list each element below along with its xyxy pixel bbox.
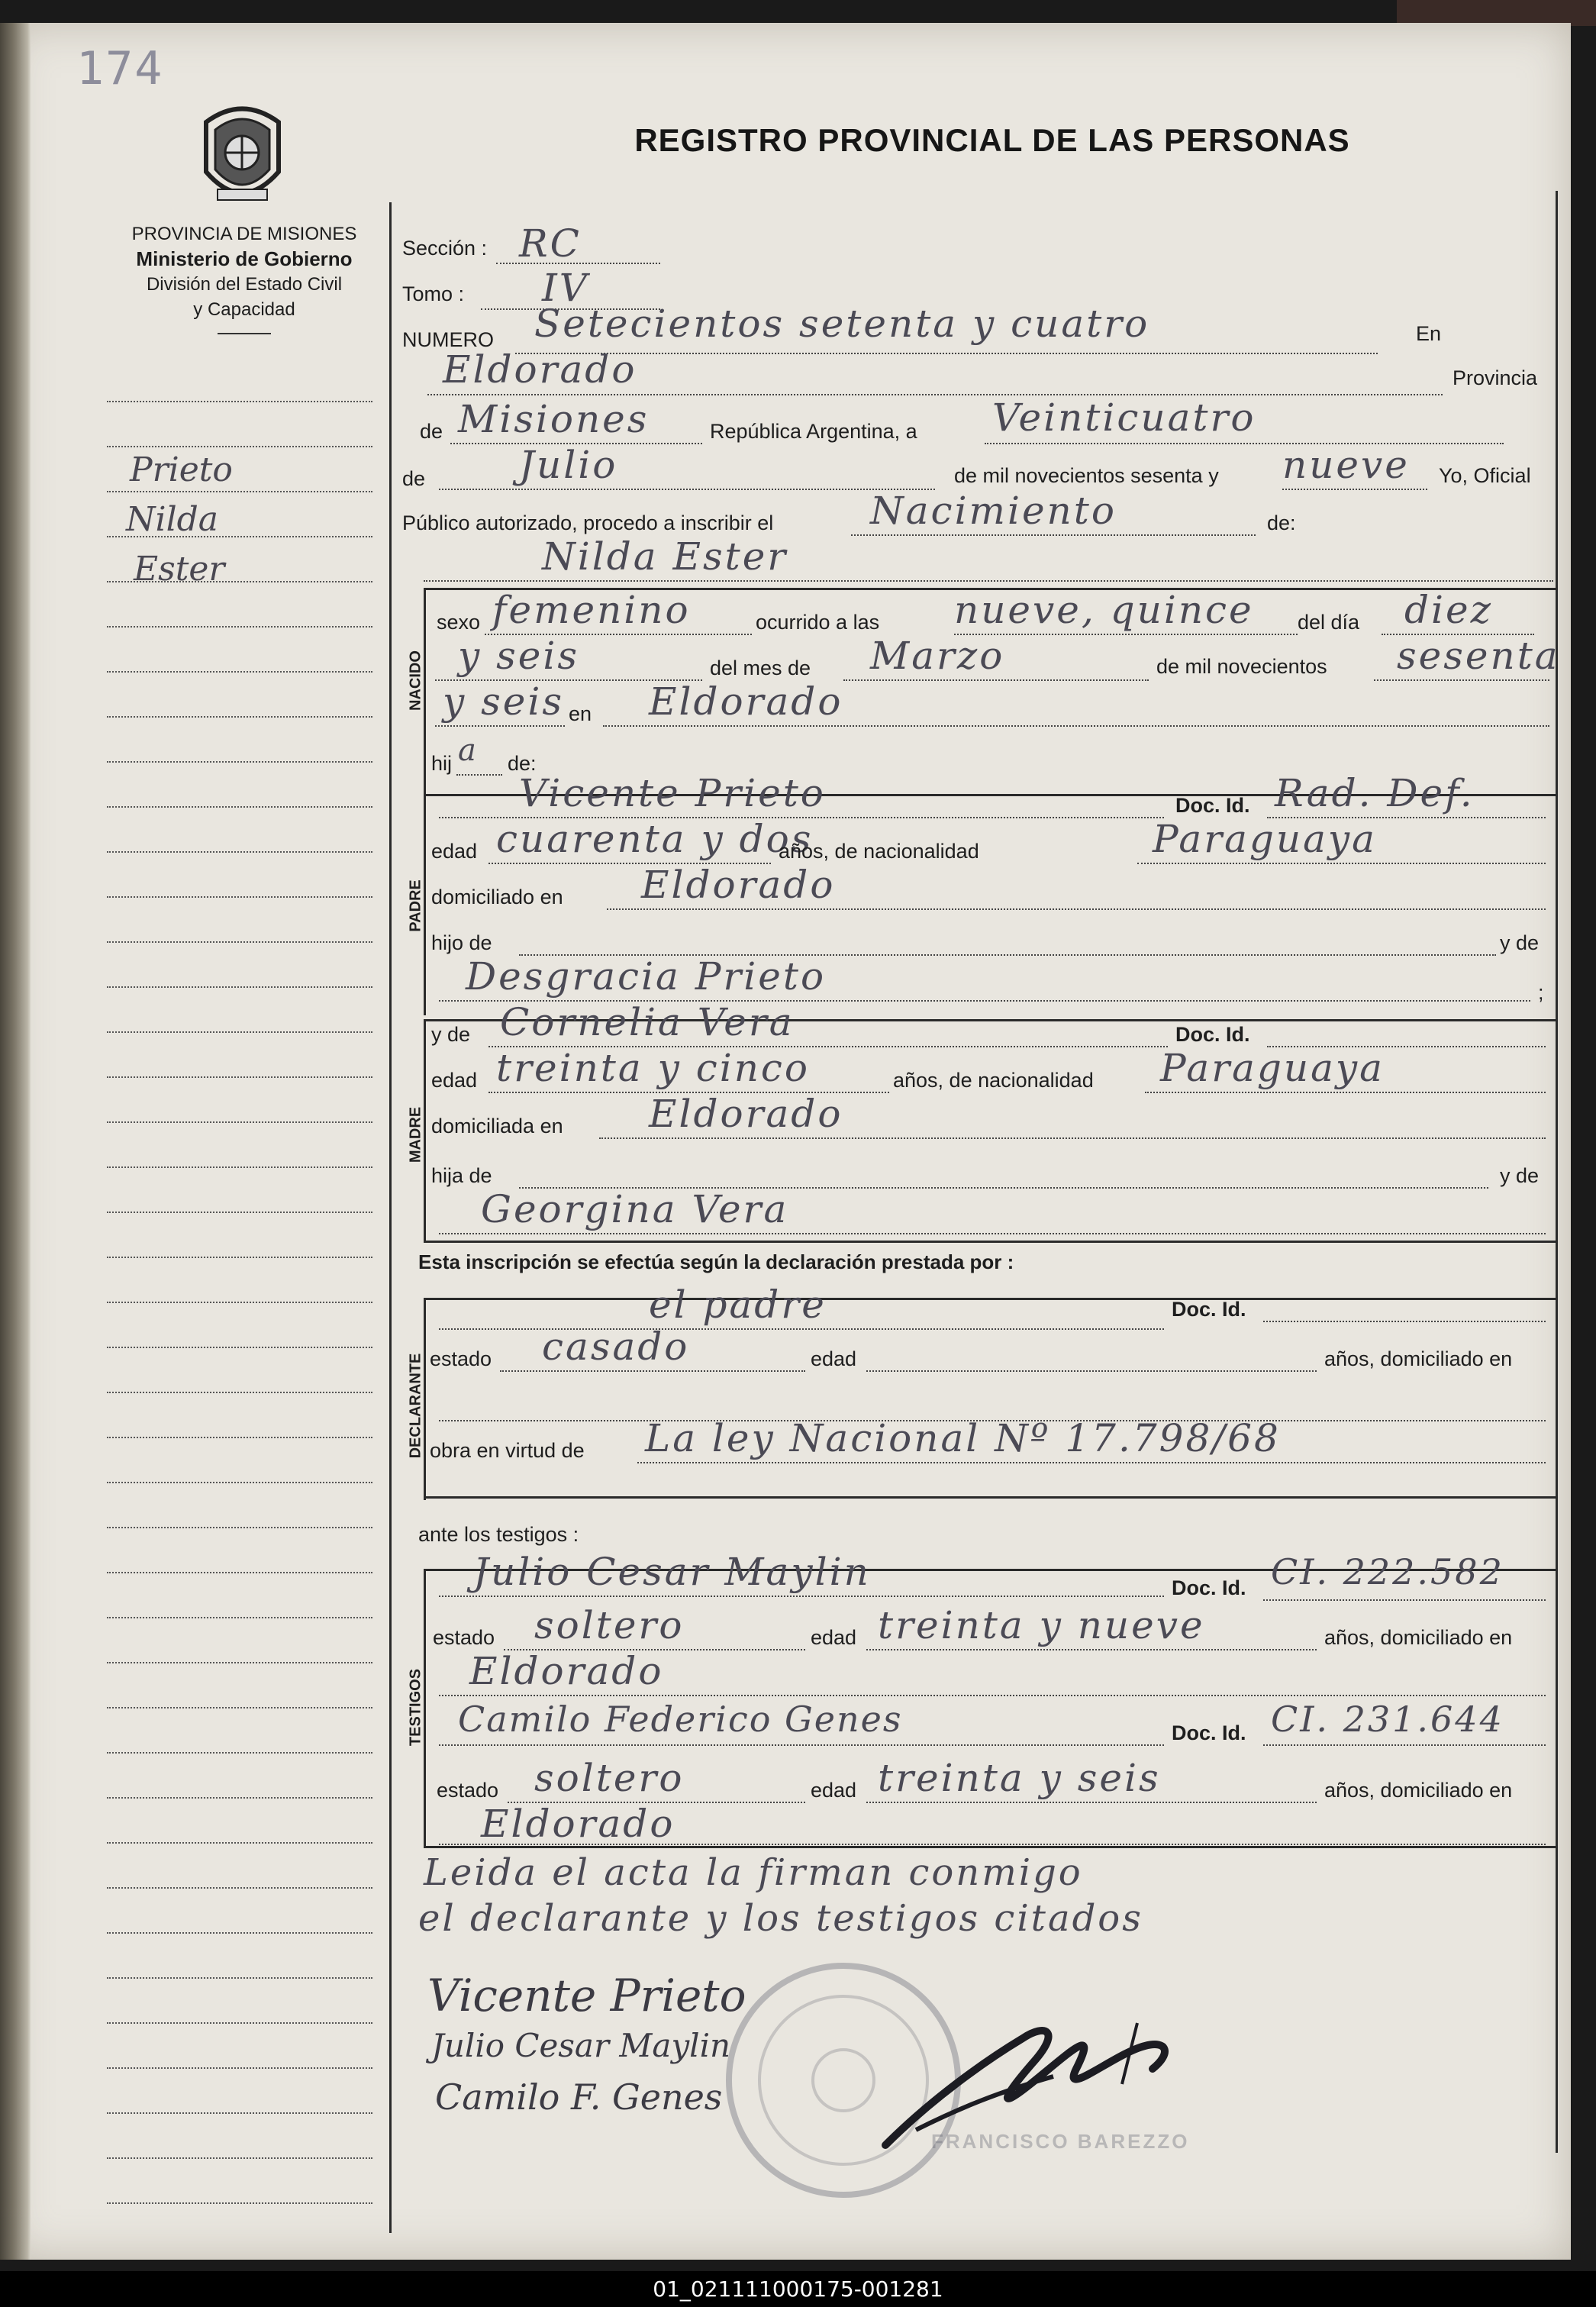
t1-nombre-line [439, 1596, 1164, 1597]
cierre-line-2: el declarante y los testigos citados [418, 1897, 1143, 1940]
signature-declarante: Vicente Prieto [427, 1970, 746, 2021]
padre-y-de-label: y de [1500, 931, 1540, 954]
left-margin-line [107, 2202, 372, 2204]
obra-label: obra en virtud de [430, 1439, 585, 1462]
book-top-edge [1397, 0, 1596, 26]
padre-doc-label: Doc. Id. [1175, 794, 1250, 817]
ante-testigos-label: ante los testigos : [418, 1523, 579, 1546]
t2-edad-value: treinta y seis [878, 1756, 1161, 1800]
acto-line [851, 534, 1256, 536]
left-margin-line [107, 716, 372, 718]
left-margin-line [107, 1437, 372, 1438]
t2-doc-line [1263, 1744, 1546, 1746]
en-label: En [1416, 322, 1442, 345]
madre-edad-label: edad [431, 1069, 478, 1092]
left-margin-line [107, 1797, 372, 1799]
margin-note-name1: Nilda [126, 500, 219, 539]
yo-oficial-label: Yo, Oficial [1439, 464, 1531, 487]
declarante-edad-label: edad [811, 1347, 857, 1370]
margin-note-surname: Prieto [130, 450, 233, 489]
t2-edad-line [866, 1802, 1317, 1803]
padre-nombre-value: Vicente Prieto [519, 771, 826, 815]
ocurrido-label: ocurrido a las [756, 611, 880, 634]
localidad-value: Eldorado [443, 347, 637, 392]
left-margin-line [107, 1887, 372, 1889]
t2-nombre-value: Camilo Federico Genes [458, 1699, 903, 1740]
province-line3: División del Estado Civil [146, 274, 343, 295]
left-margin-line [107, 1257, 372, 1258]
left-margin-line [107, 1932, 372, 1934]
padre-dom-value: Eldorado [641, 863, 836, 907]
left-margin-line [107, 1121, 372, 1123]
madre-edad-value: treinta y cinco [496, 1046, 811, 1090]
left-margin-line [107, 2022, 372, 2024]
left-margin-line [107, 446, 372, 447]
padre-dom-label: domiciliado en [431, 886, 563, 908]
lugar-nac-line [603, 725, 1549, 727]
main-right-rule [1556, 191, 1558, 2153]
sexo-label: sexo [437, 611, 481, 634]
semicolon-label: ; [1538, 981, 1544, 1004]
left-margin-line [107, 1752, 372, 1754]
left-margin-line [107, 671, 372, 673]
t2-estado-label: estado [437, 1779, 499, 1802]
signature-testigo-2: Camilo F. Genes [435, 2076, 723, 2118]
dia-line [985, 443, 1504, 444]
madre-nac-value: Paraguaya [1160, 1046, 1385, 1090]
image-id-footer: 01_021111000175-001281 [0, 2271, 1596, 2307]
testigos-side-label: TESTIGOS [407, 1668, 424, 1747]
del-mes-label: del mes de [710, 657, 811, 679]
mil-label: de mil novecientos sesenta y [954, 464, 1219, 487]
madre-nac-label: años, de nacionalidad [893, 1069, 1094, 1092]
declarante-estado-value: casado [542, 1325, 690, 1369]
publico-label: Público autorizado, procedo a inscribir el [402, 511, 774, 534]
hora-line [954, 634, 1298, 635]
nombre-line [424, 580, 1553, 582]
padre-nac-label: años, de nacionalidad [779, 840, 979, 863]
declarante-value: el padre [649, 1283, 827, 1327]
de2-label: de [402, 467, 426, 490]
declarante-top-rule [424, 1298, 1556, 1300]
madre-side-label: MADRE [407, 1106, 424, 1163]
padre-nac-value: Paraguaya [1153, 817, 1377, 861]
cierre-line-1: Leida el acta la firman conmigo [424, 1851, 1083, 1894]
declarante-side-label: DECLARANTE [407, 1353, 424, 1459]
t1-doc-line [1263, 1599, 1546, 1601]
anio-line [1282, 489, 1427, 490]
declarante-bottom-rule [424, 1496, 1556, 1499]
left-margin-line [107, 1977, 372, 1979]
left-margin-line [107, 1617, 372, 1618]
left-margin-line [107, 761, 372, 763]
anio-value: nueve [1282, 443, 1410, 487]
padre-dom-line [607, 908, 1546, 910]
oficial-signature-icon [870, 1992, 1191, 2160]
madre-y-de-label: y de [1500, 1164, 1540, 1187]
left-margin-line [107, 1031, 372, 1033]
left-margin-line [107, 1572, 372, 1573]
de-colon-label: de: [1267, 511, 1296, 534]
t1-anios-label: años, domiciliado en [1324, 1626, 1513, 1649]
left-margin-line [107, 941, 372, 943]
madre-bottom-rule [424, 1241, 1556, 1243]
hijo-de-label: hijo de [431, 931, 492, 954]
dia-value: Veinticuatro [992, 395, 1256, 440]
province-rule [218, 333, 271, 334]
province-line4: y Capacidad [193, 299, 295, 320]
book-spine [0, 23, 31, 2260]
anio-nac-line [1374, 679, 1549, 681]
t2-doc-value: CI. 231.644 [1271, 1699, 1504, 1740]
padre-side-label: PADRE [407, 879, 424, 932]
t1-doc-value: CI. 222.582 [1271, 1551, 1504, 1592]
left-margin-line [107, 2067, 372, 2069]
t2-anios-label: años, domiciliado en [1324, 1779, 1513, 1802]
mes-value: Julio [519, 443, 618, 487]
declarante-estado-label: estado [430, 1347, 492, 1370]
madre-doc-label: Doc. Id. [1175, 1023, 1250, 1046]
madre-padres-line [439, 1233, 1546, 1234]
t1-edad-value: treinta y nueve [878, 1603, 1205, 1647]
left-margin-line [107, 491, 372, 492]
mes-nac-value: Marzo [870, 634, 1005, 678]
declarante-doc-label: Doc. Id. [1172, 1298, 1246, 1321]
t1-edad-line [866, 1649, 1317, 1650]
left-margin-line [107, 806, 372, 808]
seccion-value: RC [519, 221, 582, 266]
left-margin-line [107, 401, 372, 402]
t1-edad-label: edad [811, 1626, 857, 1649]
t1-dom-line [439, 1695, 1546, 1696]
signature-testigo-1: Julio Cesar Maylin [431, 2027, 731, 2064]
sexo-value: femenino [492, 588, 691, 632]
left-margin-line [107, 1392, 372, 1393]
hij-label: hij [431, 752, 453, 775]
left-margin-line [107, 1842, 372, 1844]
left-margin-line [107, 851, 372, 853]
page-number: 174 [76, 42, 164, 95]
t1-nombre-value: Julio Cesar Maylin [473, 1550, 871, 1594]
madre-dom-value: Eldorado [649, 1092, 843, 1136]
padre-edad-label: edad [431, 840, 478, 863]
t2-dom-value: Eldorado [481, 1802, 675, 1846]
province-line2: Ministerio de Gobierno [136, 247, 353, 270]
declarante-doc-line [1263, 1321, 1546, 1322]
left-margin-line [107, 1302, 372, 1303]
de-label: de [420, 420, 443, 443]
padre-padres-value: Desgracia Prieto [466, 954, 827, 999]
mes-nac-line [843, 679, 1149, 681]
t2-edad-label: edad [811, 1779, 857, 1802]
madre-nombre-value: Cornelia Vera [500, 1000, 795, 1044]
anio-nac-line-2 [435, 725, 565, 727]
province-header [92, 221, 397, 334]
obra-line [637, 1462, 1546, 1463]
left-margin-line [107, 626, 372, 628]
left-margin-line [107, 1212, 372, 1213]
padre-nac-line [1137, 863, 1546, 864]
t2-estado-value: soltero [534, 1756, 685, 1800]
anio-nac-value-2: y seis [443, 679, 565, 724]
stamp-text: FRANCISCO BAREZZO [931, 2130, 1190, 2153]
declarante-anios-label: años, domiciliado en [1324, 1347, 1513, 1370]
hora-value: nueve, quince [954, 588, 1254, 632]
margin-note-name2: Ester [134, 550, 225, 589]
t2-doc-label: Doc. Id. [1172, 1721, 1246, 1744]
left-margin-line [107, 1527, 372, 1528]
left-margin-line [107, 1662, 372, 1663]
t1-dom-value: Eldorado [469, 1649, 664, 1693]
t1-estado-value: soltero [534, 1603, 685, 1647]
t2-nombre-line [439, 1744, 1164, 1746]
numero-value: Setecientos setenta y cuatro [534, 302, 1150, 346]
dia-nac-value-1: diez [1404, 588, 1493, 632]
en2-label: en [569, 702, 592, 725]
t1-doc-label: Doc. Id. [1172, 1576, 1246, 1599]
esta-inscripcion-label: Esta inscripción se efectúa según la declaración prestada por : [418, 1250, 1014, 1273]
left-margin-line [107, 986, 372, 988]
del-dia-label: del día [1298, 611, 1360, 634]
left-margin-line [107, 1076, 372, 1078]
left-margin-line [107, 1482, 372, 1483]
y-de2-label: y de [431, 1023, 471, 1046]
left-margin-line [107, 1707, 372, 1708]
localidad-line [427, 394, 1443, 395]
padre-doc-value: Rad. Def. [1275, 771, 1475, 815]
republica-label: República Argentina, a [710, 420, 917, 443]
left-margin-line [107, 896, 372, 898]
tomo-label: Tomo : [402, 282, 465, 305]
page-title: REGISTRO PROVINCIAL DE LAS PERSONAS [634, 122, 1350, 158]
numero-line [515, 353, 1378, 354]
hij-value: a [458, 733, 479, 768]
provincia-label: Provincia [1453, 366, 1538, 389]
t1-estado-label: estado [433, 1626, 495, 1649]
dia-nac-value-2: y seis [458, 634, 580, 678]
left-margin-line [107, 2157, 372, 2159]
numero-label: NUMERO [402, 328, 494, 351]
mes-line [439, 489, 935, 490]
madre-nac-line [1145, 1092, 1546, 1093]
madre-dom-label: domiciliada en [431, 1115, 563, 1137]
tomo-value: IV [542, 266, 589, 310]
hija-de-label: hija de [431, 1164, 492, 1187]
madre-dom-line [599, 1137, 1546, 1139]
provincia-value: Misiones [458, 397, 650, 441]
province-line1: PROVINCIA DE MISIONES [131, 224, 357, 244]
left-margin-line [107, 2112, 372, 2114]
seccion-label: Sección : [402, 237, 488, 260]
nacido-side-label: NACIDO [407, 650, 424, 711]
anio-nac-value-1: sesenta [1397, 634, 1560, 678]
nombre-value: Nilda Ester [542, 534, 788, 579]
mil2-label: de mil novecientos [1156, 655, 1327, 678]
hij-line [456, 774, 502, 776]
de3-label: de: [508, 752, 537, 775]
left-margin-line [107, 1166, 372, 1168]
madre-padres-value: Georgina Vera [481, 1187, 789, 1231]
padre-edad-value: cuarenta y dos [496, 817, 814, 861]
declarante-estado-line [500, 1370, 805, 1372]
acto-value: Nacimiento [870, 489, 1117, 533]
testigos-bottom-rule [424, 1846, 1556, 1848]
province-seal-icon [191, 99, 294, 214]
lugar-nac-value: Eldorado [649, 679, 843, 724]
main-left-rule [389, 202, 392, 2233]
obra-value: La ley Nacional Nº 17.798/68 [645, 1416, 1281, 1460]
left-margin-line [107, 1347, 372, 1348]
declarante-edad-line [866, 1370, 1317, 1372]
